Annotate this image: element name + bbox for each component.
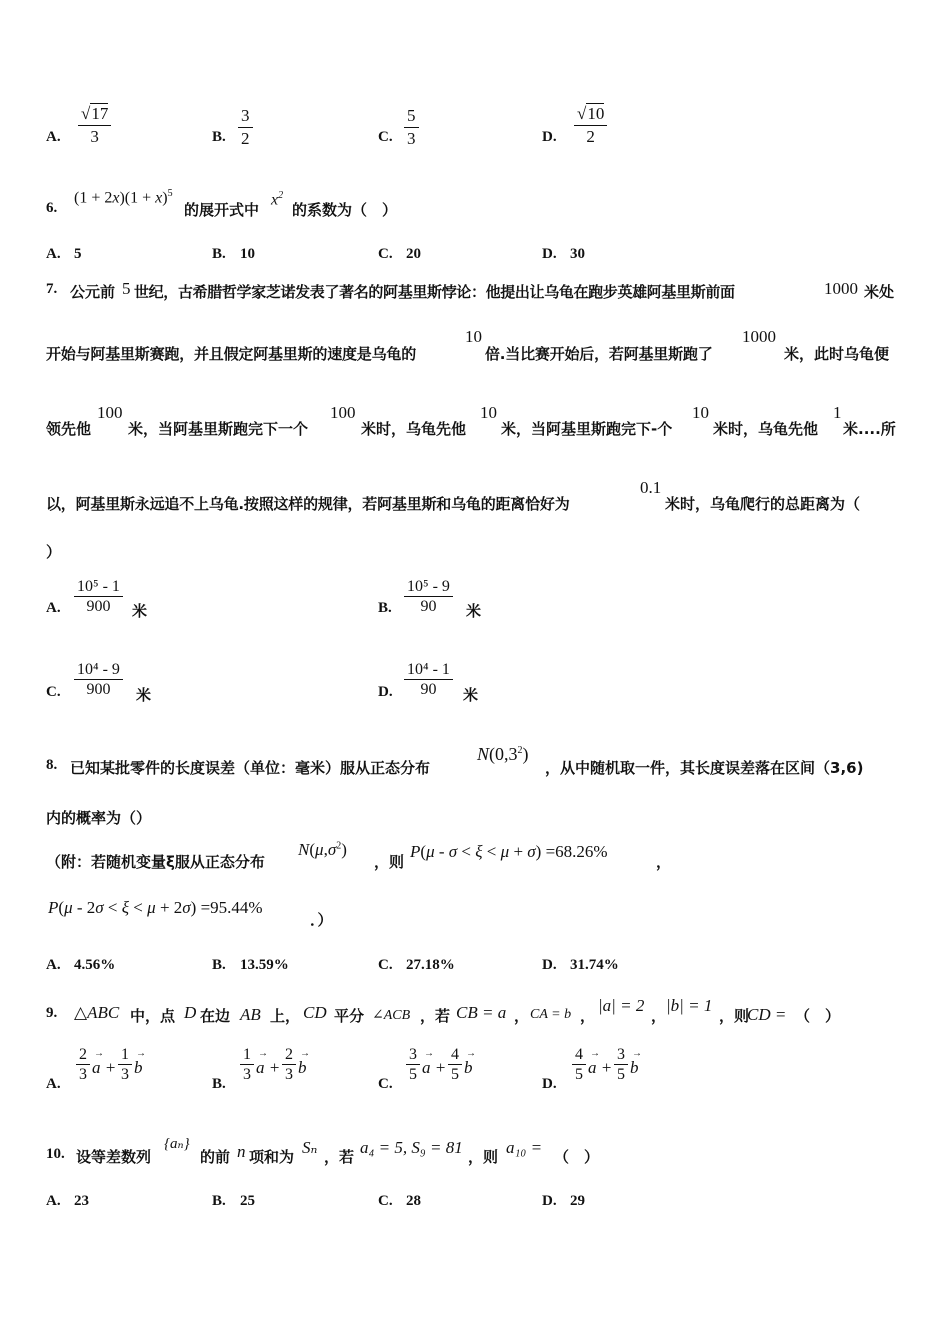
q7-option-d-label[interactable]: D. — [378, 684, 393, 700]
q10-text-6: （ ） — [554, 1148, 600, 1166]
q6-text-b: 的系数为（ ） — [292, 201, 398, 219]
coef-1-num: 4 — [572, 1046, 586, 1065]
coef-1-num: 2 — [76, 1046, 90, 1065]
q8-line1-b: ，从中随机取一件，其长度误差落在区间（3,6) — [545, 759, 864, 777]
q9-angle: ∠ACB — [372, 1008, 411, 1023]
q7-option-b-unit: 米 — [466, 602, 482, 620]
q5-option-c-value[interactable]: $\frac{5}{3}$ — [404, 106, 419, 149]
q6-option-c-value[interactable]: 20 — [406, 246, 421, 262]
q7-option-a-label[interactable]: A. — [46, 600, 61, 616]
q7-n1: 1 — [833, 403, 842, 422]
q10-number: 10. — [46, 1146, 65, 1162]
q8-option-c-value[interactable]: 27.18% — [406, 957, 455, 973]
q7-line2-a: 开始与阿基里斯赛跑，并且假定阿基里斯的速度是乌龟的 — [46, 345, 417, 363]
q7-option-b-value[interactable] — [404, 578, 453, 615]
q8-option-c-label[interactable]: C. — [378, 957, 393, 973]
q7-line3-f: 米....所 — [843, 420, 896, 438]
q6-x-squared: $x^2$ — [271, 190, 284, 209]
q9-cd: CD — [303, 1003, 327, 1022]
q7-line2-c: 米，此时乌龟便 — [784, 345, 890, 363]
q10-option-d-label[interactable]: D. — [542, 1193, 557, 1209]
q10-option-c-label[interactable]: C. — [378, 1193, 393, 1209]
coef-1-den: 5 — [409, 1066, 417, 1083]
coef-2-den: 5 — [451, 1066, 459, 1083]
coef-1-den: 5 — [575, 1066, 583, 1083]
q7-n01: 0.1 — [640, 478, 662, 497]
q6-number: 6. — [46, 200, 58, 216]
q7-line3-c: 米时，乌龟先他 — [361, 420, 467, 438]
q9-text-5: ，若 — [420, 1007, 451, 1025]
q7-option-d-den: 90 — [420, 681, 437, 698]
q7-option-c-den: 900 — [86, 681, 111, 698]
q6-option-c-label[interactable]: C. — [378, 246, 393, 262]
coef-2-den: 5 — [617, 1066, 625, 1083]
q8-prob-2: P(μ - 2σ < ξ < μ + 2σ) =95.44% — [48, 898, 263, 917]
q8-line2: 内的概率为（） — [46, 809, 152, 827]
coef-2-num: 4 — [448, 1046, 462, 1065]
q7-line3-a: 领先他 — [46, 420, 92, 438]
q9-text-8: ，则 — [719, 1007, 750, 1025]
q9-number: 9. — [46, 1005, 58, 1021]
q10-condition: a₄ = 5, S₉ = 81 — [360, 1138, 463, 1157]
q10-text-2: 的前 — [200, 1148, 231, 1166]
coef-1-den: 3 — [79, 1066, 87, 1083]
coef-1-num: 1 — [240, 1046, 254, 1065]
q8-line3-a: （附：若随机变量ξ服从正态分布 — [46, 853, 265, 871]
q7-n1000-a: 1000 — [824, 279, 858, 298]
q8-number: 8. — [46, 757, 58, 773]
coef-2-num: 1 — [118, 1046, 132, 1065]
q6-option-b-value[interactable]: 10 — [240, 246, 255, 262]
q8-line4-b: ．） — [310, 911, 333, 929]
q6-option-a-label[interactable]: A. — [46, 246, 61, 262]
q7-line2-b: 倍.当比赛开始后，若阿基里斯跑了 — [485, 345, 713, 363]
q8-option-d-value[interactable]: 31.74% — [570, 957, 619, 973]
q7-option-d-unit: 米 — [463, 686, 479, 704]
coef-2-num: 3 — [614, 1046, 628, 1065]
q9-text-2: 在边 — [200, 1007, 231, 1025]
q8-distribution-2: $N(\mu,\sigma^2)$ — [298, 840, 347, 859]
q9-text-6: ， — [580, 1007, 596, 1025]
q7-line3-e: 米时，乌龟先他 — [713, 420, 819, 438]
q10-text-3: 项和为 — [249, 1148, 295, 1166]
coef-2-num: 2 — [282, 1046, 296, 1065]
q7-line1-b: 世纪，古希腊哲学家芝诺发表了著名的阿基里斯悖论：他提出让乌龟在跑步英雄阿基里斯前面 — [134, 283, 735, 301]
q5-option-d-label[interactable]: D. — [542, 129, 557, 145]
q7-line3-d: 米，当阿基里斯跑完下-个 — [501, 420, 673, 438]
q10-sn: Sₙ — [302, 1138, 318, 1157]
q5-option-b-value[interactable]: $\frac{3}{2}$ — [238, 106, 253, 149]
q7-n10-b: 10 — [480, 403, 497, 422]
q7-number: 7. — [46, 281, 58, 297]
q8-distribution: $N(0,3^2)$ — [477, 744, 529, 764]
q7-n100-b: 100 — [330, 403, 356, 422]
coef-1-den: 3 — [243, 1066, 251, 1083]
q5-option-c-label[interactable]: C. — [378, 129, 393, 145]
q5-option-a-label[interactable]: A. — [46, 129, 61, 145]
q6-option-a-value[interactable]: 5 — [74, 246, 82, 262]
q7-option-a-value[interactable] — [74, 578, 123, 615]
q9-ca-eq: CA = b — [530, 1007, 572, 1022]
q9-text-4: 平分 — [334, 1007, 365, 1025]
q9-text-3: 上， — [270, 1007, 301, 1025]
q8-option-a-label[interactable]: A. — [46, 957, 61, 973]
q7-n10-a: 10 — [465, 327, 482, 346]
q10-text-5: ，则 — [468, 1148, 499, 1166]
q8-comma: ， — [656, 853, 672, 871]
q7-n1000-b: 1000 — [742, 327, 776, 346]
q9-option-c-label[interactable]: C. — [378, 1076, 393, 1092]
q8-line1-a: 已知某批零件的长度误差（单位：毫米）服从正态分布 — [70, 759, 431, 777]
q7-line5: ） — [46, 543, 62, 561]
q7-n10-c: 10 — [692, 403, 709, 422]
q7-option-d-num: 10⁴ - 1 — [404, 661, 453, 680]
q7-option-c-label[interactable]: C. — [46, 684, 61, 700]
q7-n5: 5 — [122, 279, 131, 298]
q10-option-a-label[interactable]: A. — [46, 1193, 61, 1209]
q7-option-b-num: 10⁵ - 9 — [404, 578, 453, 597]
q7-option-d-value[interactable] — [404, 661, 453, 698]
q9-mod-a: |a| = 2 — [598, 996, 645, 1015]
q9-text-1: 中，点 — [130, 1007, 176, 1025]
q10-text-1: 设等差数列 — [76, 1148, 152, 1166]
q8-line3-b: ，则 — [374, 853, 405, 871]
q7-option-c-value[interactable] — [74, 661, 123, 698]
q10-text-4: ，若 — [324, 1148, 355, 1166]
q9-triangle: △ABC — [74, 1003, 120, 1022]
q8-prob-1: P(μ - σ < ξ < μ + σ) =68.26% — [410, 842, 608, 861]
q10-option-c-value[interactable]: 28 — [406, 1193, 421, 1209]
q8-option-b-label[interactable]: B. — [212, 957, 226, 973]
q9-text-7: ， — [651, 1007, 667, 1025]
q10-option-d-value[interactable]: 29 — [570, 1193, 585, 1209]
q7-line4-a: 以，阿基里斯永远追不上乌龟.按照这样的规律，若阿基里斯和乌龟的距离恰好为 — [46, 495, 570, 513]
q7-option-a-den: 900 — [86, 598, 111, 615]
coef-2-den: 3 — [121, 1066, 129, 1083]
q9-ab: AB — [240, 1005, 261, 1024]
q9-sep: ， — [514, 1007, 530, 1025]
q9-option-d-label[interactable]: D. — [542, 1076, 557, 1092]
q10-option-b-value[interactable]: 25 — [240, 1193, 255, 1209]
q8-option-b-value[interactable]: 13.59% — [240, 957, 289, 973]
q9-cd-query: CD = — [747, 1005, 787, 1024]
q7-line1-a: 公元前 — [70, 283, 116, 301]
coef-1-num: 3 — [406, 1046, 420, 1065]
q7-line1-c: 米处 — [864, 283, 895, 301]
q7-option-b-label[interactable]: B. — [378, 600, 392, 616]
q8-option-a-value[interactable]: 4.56% — [74, 957, 116, 973]
q9-point-d: D — [184, 1003, 197, 1022]
q6-option-d-label[interactable]: D. — [542, 246, 557, 262]
q7-option-c-num: 10⁴ - 9 — [74, 661, 123, 680]
q9-text-9: （ ） — [795, 1007, 841, 1025]
q9-cb-eq: CB = a — [456, 1003, 507, 1022]
q7-option-c-unit: 米 — [136, 686, 152, 704]
q6-option-b-label[interactable]: B. — [212, 246, 226, 262]
q8-option-d-label[interactable]: D. — [542, 957, 557, 973]
q6-expression: $(1 + 2x)(1 + x)^5$ — [74, 188, 173, 207]
q10-n: n — [237, 1142, 246, 1161]
q5-option-d-value[interactable]: $\frac{√10}{2}$ — [574, 104, 607, 147]
q7-line4-b: 米时，乌龟爬行的总距离为（ — [665, 495, 861, 513]
q7-option-a-num: 10⁵ - 1 — [74, 578, 123, 597]
q10-sequence: {aₙ} — [164, 1136, 190, 1152]
q5-option-a-value[interactable]: $\frac{√17}{3}$ — [78, 104, 111, 147]
q10-a10: a₁₀ = — [506, 1138, 543, 1157]
q9-option-a-label[interactable]: A. — [46, 1076, 61, 1092]
q10-option-a-value[interactable]: 23 — [74, 1193, 89, 1209]
q7-line3-b: 米，当阿基里斯跑完下一个 — [128, 420, 309, 438]
q9-mod-b: |b| = 1 — [666, 996, 713, 1015]
coef-2-den: 3 — [285, 1066, 293, 1083]
q6-text-a: 的展开式中 — [184, 201, 260, 219]
q7-option-a-unit: 米 — [132, 602, 148, 620]
q7-option-b-den: 90 — [420, 598, 437, 615]
q9-option-b-label[interactable]: B. — [212, 1076, 226, 1092]
q5-option-b-label[interactable]: B. — [212, 129, 226, 145]
q7-n100-a: 100 — [97, 403, 123, 422]
q10-option-b-label[interactable]: B. — [212, 1193, 226, 1209]
q6-option-d-value[interactable]: 30 — [570, 246, 585, 262]
